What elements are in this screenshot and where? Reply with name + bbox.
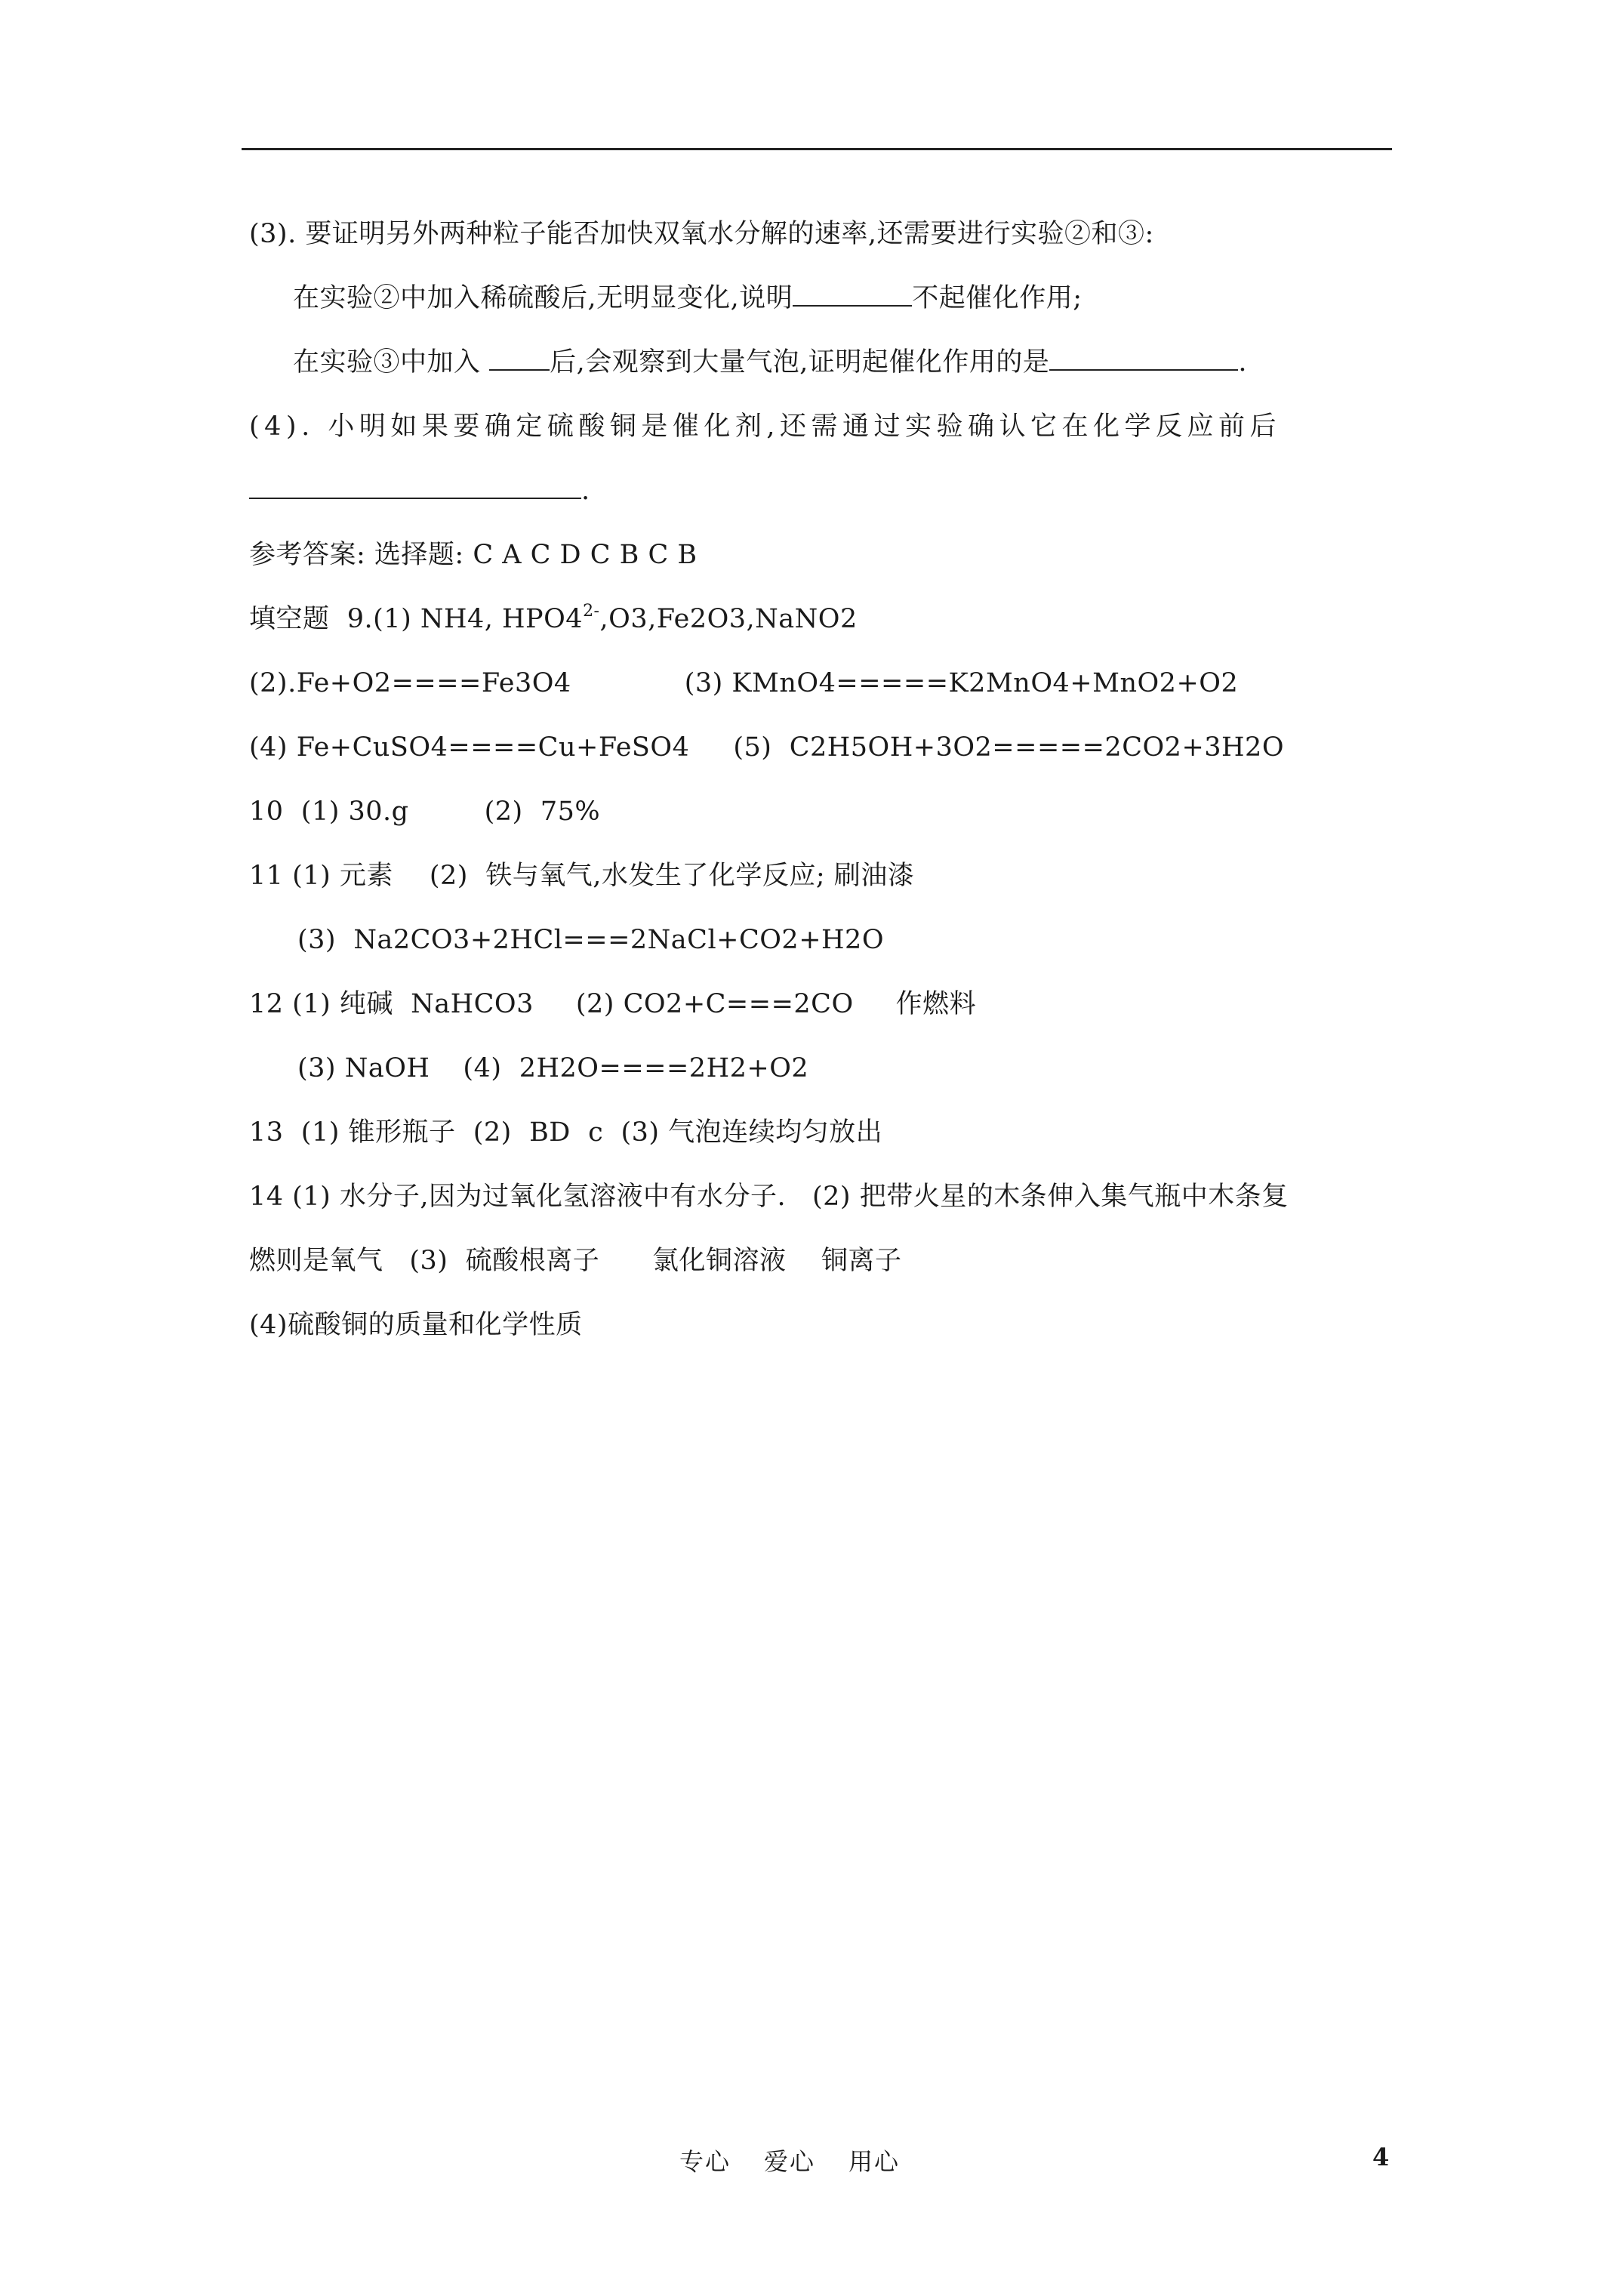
answer-9-5: (5) C2H5OH+3O2=====2CO2+3H2O	[733, 732, 1285, 763]
fill-label: 填空题 9.(1) NH4, HPO4	[249, 604, 584, 634]
answer-blank	[793, 284, 912, 307]
answer-9-2: (2).Fe+O2====Fe3O4	[249, 668, 571, 698]
q4-tail: .	[581, 476, 590, 506]
q3-intro: (3). 要证明另外两种粒子能否加快双氧水分解的速率,还需要进行实验②和③:	[249, 219, 1154, 249]
q4-answer-line	[249, 459, 1404, 523]
q3-line3-text-b: 后,会观察到大量气泡,证明起催化作用的是	[550, 347, 1050, 378]
q3-line2-text-b: 不起催化作用;	[912, 283, 1083, 313]
footer-motto-1: 专心	[679, 2147, 731, 2176]
answer-choice	[249, 523, 1404, 587]
answer-13: 13 (1) 锥形瓶子 (2) BD c (3) 气泡连续均匀放出	[249, 1117, 883, 1148]
answer-blank	[1049, 348, 1238, 371]
answer-12	[249, 972, 1404, 1037]
answer-9-2-3	[249, 652, 1404, 716]
footer-motto-2: 爱心	[764, 2147, 816, 2176]
answer-9-3: (3) KMnO4=====K2MnO4+MnO2+O2	[684, 668, 1239, 698]
footer-motto	[679, 2143, 900, 2177]
answer-blank	[249, 476, 581, 499]
answer-11-1: 11 (1) 元素	[249, 861, 393, 891]
answer-10	[249, 780, 1404, 844]
page-number: 4	[1372, 2143, 1390, 2171]
answer-14-1: 14 (1) 水分子,因为过氧化氢溶液中有水分子. (2) 把带火星的木条伸入集气瓶中木条复	[249, 1182, 1289, 1212]
answer-12-3: (3) NaOH	[297, 1053, 430, 1083]
answer-12-2b: 作燃料	[895, 989, 977, 1019]
answer-9-4: (4) Fe+CuSO4====Cu+FeSO4	[249, 732, 690, 763]
answer-10-1: 10 (1) 30.g	[249, 797, 409, 827]
answer-14-2: 燃则是氧气 (3) 硫酸根离子 氯化铜溶液 铜离子	[249, 1246, 902, 1276]
answer-12-4: (4) 2H2O====2H2+O2	[463, 1053, 809, 1083]
answer-11-3: (3) Na2CO3+2HCl===2NaCl+CO2+H2O	[297, 925, 885, 955]
q3-line-2	[249, 267, 1404, 331]
fill-rest: ,O3,Fe2O3,NaNO2	[599, 604, 858, 634]
q3-line2-text-a: 在实验②中加入稀硫酸后,无明显变化,说明	[293, 283, 793, 313]
header-rule	[242, 148, 1392, 150]
answer-9-4-5	[249, 716, 1404, 780]
footer-motto-3: 用心	[848, 2147, 901, 2176]
answer-12-1: 12 (1) 纯碱 NaHCO3	[249, 989, 534, 1019]
page-content	[249, 202, 1404, 1358]
q3-line3-text-a: 在实验③中加入	[293, 347, 490, 378]
q3-line3-text-c: .	[1238, 347, 1248, 378]
answer-blank	[489, 348, 550, 371]
charge-superscript: 2-	[583, 602, 600, 621]
choice-values: C A C D C B C B	[473, 540, 698, 570]
answer-11-2: (2) 铁与氧气,水发生了化学反应; 刷油漆	[429, 861, 915, 891]
q4-text: (4). 小明如果要确定硫酸铜是催化剂,还需通过实验确认它在化学反应前后	[249, 411, 1281, 442]
answer-10-2: (2) 75%	[484, 797, 601, 827]
answer-9-1	[249, 587, 1404, 652]
q3-line-3	[249, 331, 1404, 395]
choice-label: 参考答案: 选择题:	[249, 540, 473, 570]
answer-12-3-4	[249, 1037, 1404, 1101]
answer-12-2: (2) CO2+C===2CO	[575, 989, 854, 1019]
answer-14-3: (4)硫酸铜的质量和化学性质	[249, 1310, 583, 1340]
answer-11	[249, 844, 1404, 908]
